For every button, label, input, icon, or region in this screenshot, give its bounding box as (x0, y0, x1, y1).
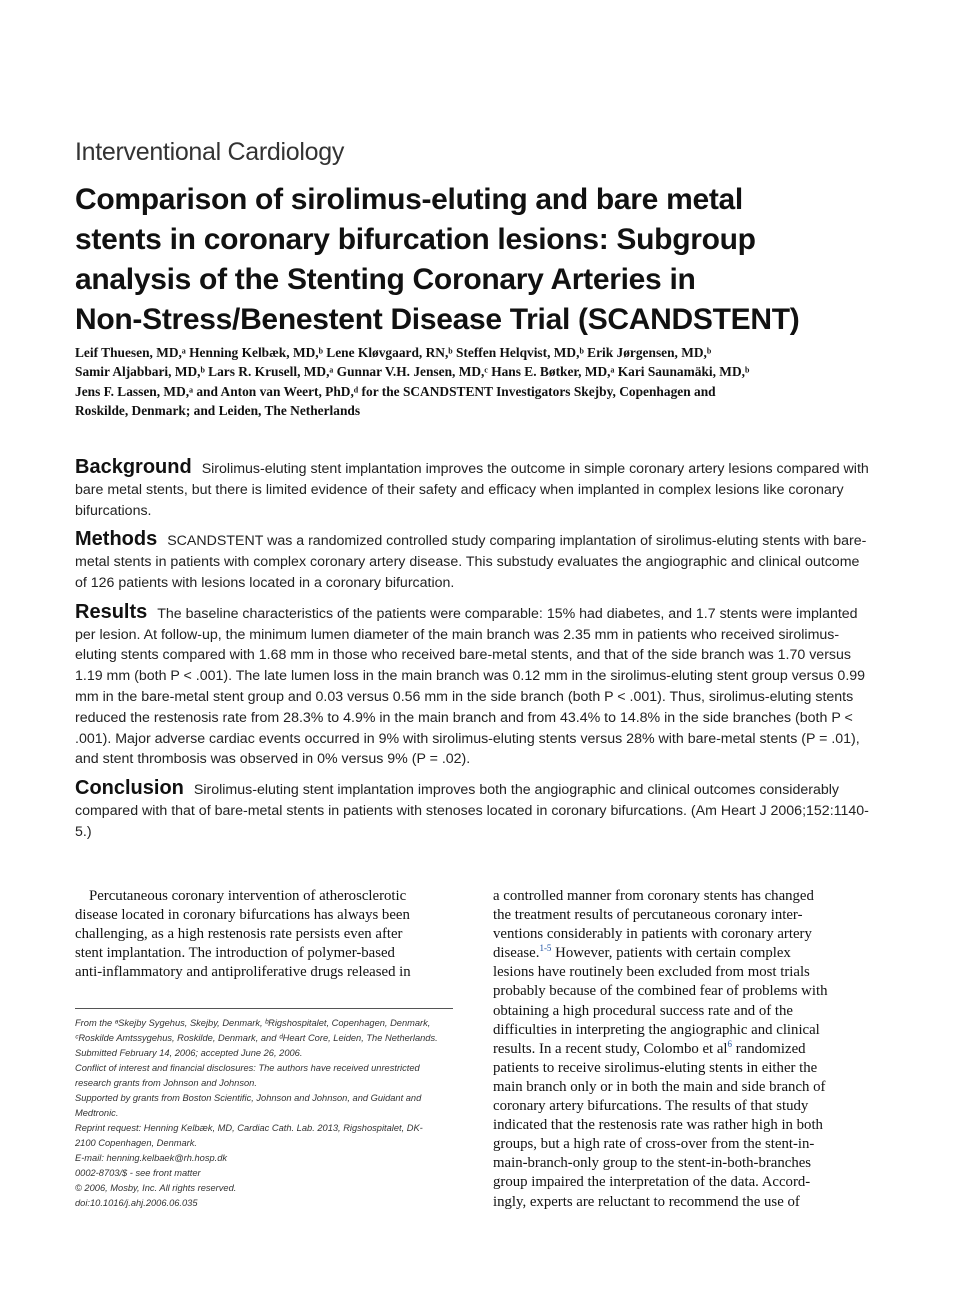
footnote-line: Supported by grants from Boston Scientific, Johnson and Johnson, and Guidant and (75, 1093, 422, 1103)
footnote-line: 2100 Copenhagen, Denmark. (75, 1138, 197, 1148)
abstract-background (75, 457, 875, 521)
abstract-heading: Results (75, 600, 148, 623)
footnote-line: © 2006, Mosby, Inc. All rights reserved. (75, 1183, 237, 1193)
article-title (75, 180, 895, 340)
body-line: stent implantation. The introduction of polymer-based (75, 945, 395, 962)
footnote-line: From the ᵃSkejby Sygehus, Skejby, Denmark, ᵇRigshospitalet, Copenhagen, Denmark, (75, 1018, 431, 1028)
body-text: results. In a recent study, Colombo et al (493, 1040, 728, 1057)
footnotes (75, 1016, 455, 1211)
body-line: probably because of the combined fear of problems with (493, 983, 828, 1000)
citation-link[interactable]: 6 (727, 1038, 733, 1049)
abstract-text: SCANDSTENT was a randomized controlled study comparing implantation of sirolimus-eluting stents with bare-metal stents in patients with complex coronary artery disease. This substudy evaluates the angiographic and clinical outcome of 126 patients with lesions located in a coronary bifurcation. (75, 533, 867, 591)
abstract-methods (75, 529, 875, 593)
body-line: groups, but a high rate of cross-over from the stent-in- (493, 1136, 815, 1153)
abstract-text: Sirolimus-eluting stent implantation improves the outcome in simple coronary artery lesions compared with bare metal stents, but there is limited evidence of their safety and efficacy when implanted in complex lesions like coronary bifurcations. (75, 461, 869, 519)
footnote-line: ᶜRoskilde Amtssygehus, Roskilde, Denmark, and ᵈHeart Core, Leiden, The Netherlands. (75, 1033, 438, 1043)
footnote-line: Submitted February 14, 2006; accepted June 26, 2006. (75, 1048, 303, 1058)
body-line: main-branch-only group to the stent-in-both-branches (493, 1155, 812, 1172)
abstract-conclusion (75, 778, 875, 842)
author-line: Leif Thuesen, MD,ᵃ Henning Kelbæk, MD,ᵇ Lene Kløvgaard, RN,ᵇ Steffen Helqvist, MD,ᵇ Erik Jørgensen, MD,ᵇ (75, 345, 712, 360)
body-line: difficulties in interpreting the angiographic and clinical (493, 1021, 820, 1038)
body-line: indicated that the restenosis rate was rather high in both (493, 1117, 823, 1134)
body-line: anti-inflammatory and antiproliferative drugs released in (75, 964, 411, 981)
footnote-line: E-mail: henning.kelbaek@rh.hosp.dk (75, 1153, 228, 1163)
abstract-text: The baseline characteristics of the patients were comparable: 15% had diabetes, and 1.7 stents were implanted per lesion. At follow-up, the minimum lumen diameter of the main branch was 2.35 mm in patients who received sirolimus-eluting stents compared with 1.68 mm in those who received bare-metal stents, and that of the side branch was 1.70 versus 1.19 mm (both P < .001). The late lumen loss in the main branch was 0.12 mm in the sirolimus-eluting stent group versus 0.99 mm in the bare-metal stent group and 0.03 versus 0.56 mm in the side branch (both P < .001). Thus, sirolimus-eluting stents reduced the restenosis rate from 28.3% to 4.9% in the main branch and from 43.4% to 14.8% in the side branches (both P < .001). Major adverse cardiac events occurred in 9% with sirolimus-eluting stents versus 28% with bare-metal stents (P = .01), and stent thrombosis was observed in 0% versus 9% (P = .02). (75, 605, 866, 768)
body-line (493, 944, 873, 963)
body-line: main branch only or in both the main and side branch of (493, 1078, 826, 1095)
author-list (75, 343, 885, 420)
citation-link[interactable]: 1-5 (539, 943, 552, 954)
abstract-heading: Conclusion (75, 777, 184, 800)
body-line: patients to receive sirolimus-eluting stents in either the (493, 1059, 818, 1076)
footnote-line: Conflict of interest and financial disclosures: The authors have received unrestricted (75, 1063, 420, 1073)
body-line: disease located in coronary bifurcations has always been (75, 907, 410, 924)
title-line: stents in coronary bifurcation lesions: Subgroup (75, 223, 756, 256)
footnote-line: research grants from Johnson and Johnson. (75, 1078, 257, 1088)
footnote-line: Medtronic. (75, 1108, 119, 1118)
title-line: Non-Stress/Benestent Disease Trial (SCANDSTENT) (75, 303, 800, 336)
body-line: the treatment results of percutaneous coronary inter- (493, 907, 803, 924)
body-line: Percutaneous coronary intervention of atherosclerotic (89, 888, 407, 904)
title-line: Comparison of sirolimus-eluting and bare metal (75, 183, 743, 216)
footnote-line: Reprint request: Henning Kelbæk, MD, Cardiac Cath. Lab. 2013, Rigshospitalet, DK- (75, 1123, 423, 1133)
section-label: Interventional Cardiology (75, 138, 345, 166)
body-text: However, patients with certain complex (551, 945, 791, 962)
body-column-left (75, 887, 455, 982)
abstract-results (75, 602, 875, 770)
footnote-line: doi:10.1016/j.ahj.2006.06.035 (75, 1198, 198, 1208)
body-line (493, 1040, 873, 1059)
abstract (75, 457, 875, 851)
body-line: a controlled manner from coronary stents has changed (493, 888, 814, 904)
body-line: group impaired the interpretation of the data. Accord- (493, 1174, 811, 1191)
body-text: randomized (732, 1040, 806, 1057)
footnote-line: 0002-8703/$ - see front matter (75, 1168, 201, 1178)
author-line: Jens F. Lassen, MD,ᵃ and Anton van Weert, PhD,ᵈ for the SCANDSTENT Investigators Skejby, Copenhagen and (75, 383, 716, 399)
body-line: lesions have routinely been excluded from most trials (493, 964, 810, 981)
footnote-divider (75, 1008, 453, 1009)
body-text: disease. (493, 945, 540, 962)
body-line: ingly, experts are reluctant to recommend the use of (493, 1193, 800, 1210)
abstract-heading: Methods (75, 528, 158, 551)
body-line: challenging, as a high restenosis rate persists even after (75, 926, 403, 943)
author-line: Samir Aljabbari, MD,ᵇ Lars R. Krusell, MD,ᵃ Gunnar V.H. Jensen, MD,ᶜ Hans E. Bøtker, MD,ᵃ Kari Saunamäki, MD,ᵇ (75, 364, 750, 380)
body-line: coronary artery bifurcations. The results of that study (493, 1098, 809, 1115)
abstract-text: Sirolimus-eluting stent implantation improves both the angiographic and clinical outcomes considerably compared with that of bare-metal stents in patients with stenoses located in coronary bifurcations. (Am Heart J 2006;152:1140-5.) (75, 782, 869, 840)
body-line: ventions considerably in patients with coronary artery (493, 926, 812, 943)
body-line: obtaining a high procedural success rate and of the (493, 1002, 793, 1019)
title-line: analysis of the Stenting Coronary Arteries in (75, 263, 696, 296)
author-line: Roskilde, Denmark; and Leiden, The Netherlands (75, 402, 361, 418)
body-column-right (493, 887, 873, 1212)
abstract-heading: Background (75, 456, 192, 478)
